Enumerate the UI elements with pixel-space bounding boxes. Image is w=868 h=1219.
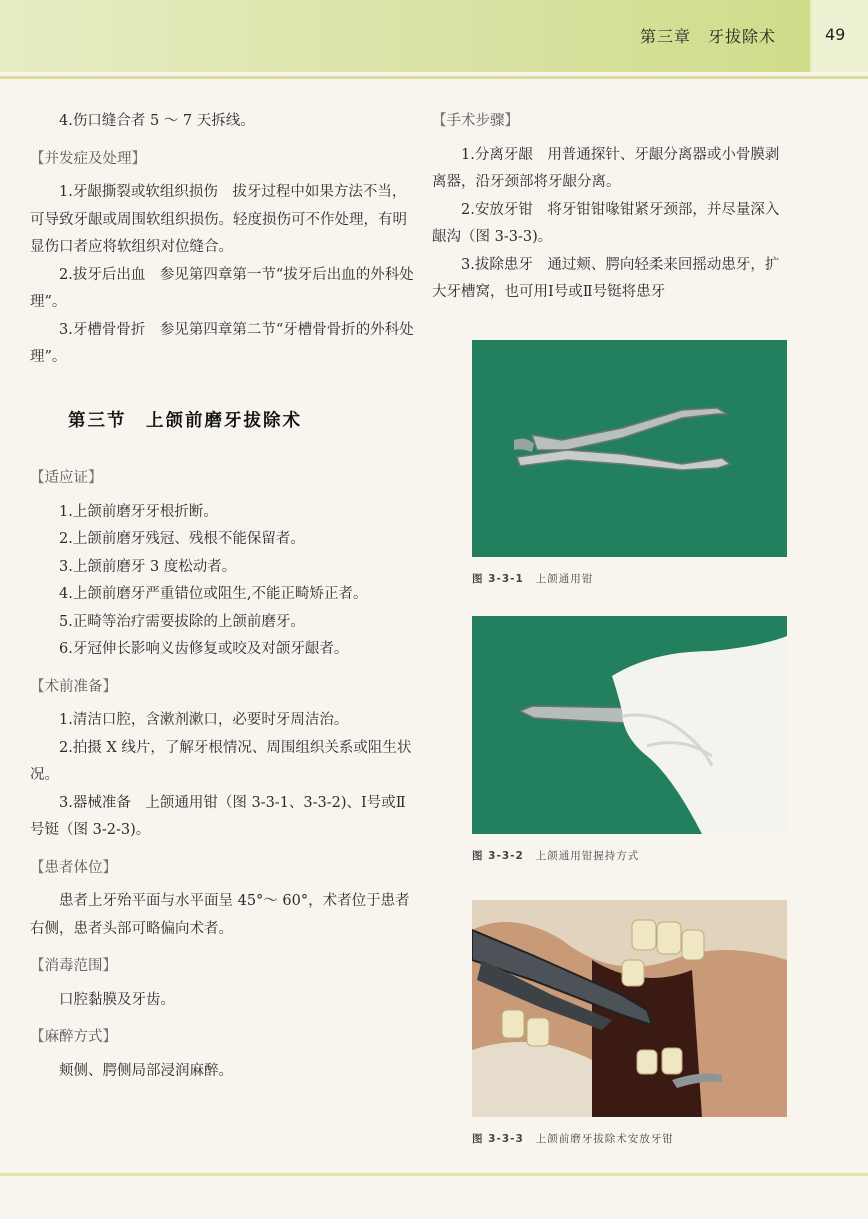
chapter-title: 第三章 牙拔除术: [640, 27, 777, 46]
paragraph: 口腔黏膜及牙齿。: [59, 991, 175, 1008]
paragraph: 患者上牙殆平面与水平面呈 45°～ 60°，术者位于患者右侧，患者头部可略偏向术者。: [30, 893, 410, 937]
forceps-icon: [472, 340, 787, 557]
figure-3-3-3: [472, 900, 787, 1146]
page-number: 49: [825, 25, 846, 44]
list-item: 1.上颌前磨牙牙根折断。: [59, 503, 218, 520]
list-item: 1.清洁口腔，含漱剂漱口，必要时牙周洁治。: [59, 712, 349, 728]
list-item: 6.牙冠伸长影响义齿修复或咬及对颌牙龈者。: [59, 641, 349, 657]
heading-steps: 【手术步骤】: [432, 113, 519, 129]
list-item: 3.器械准备 上颌通用钳（图 3-3-1、3-3-2)、Ⅰ号或Ⅱ号铤（图 3-2-3)。: [30, 794, 406, 838]
list-item: 2.拍摄 X 线片，了解牙根情况、周围组织关系或阻生状况。: [30, 739, 412, 783]
list-item: 1.牙龈撕裂或软组织损伤 拔牙过程中如果方法不当，可导致牙龈或周围软组织损伤。轻度损伤可不作处理，有明显伤口者应将软组织对位缝合。: [30, 184, 407, 255]
footer-divider: [0, 1173, 868, 1176]
list-item: 5.正畸等治疗需要拔除的上颌前磨牙。: [59, 613, 305, 630]
figure-caption: 图 3-3-1 上颌通用钳: [472, 573, 594, 585]
figure-3-3-1: [472, 340, 787, 586]
list-item: 2.拔牙后出血 参见第四章第一节“拔牙后出血的外科处理”。: [30, 266, 414, 310]
forceps-grip-photo: [472, 616, 787, 834]
mouth-model-icon: [472, 900, 787, 1117]
heading-position: 【患者体位】: [30, 859, 117, 876]
heading-preop: 【术前准备】: [30, 678, 117, 695]
forceps-photo: [472, 340, 787, 557]
heading-disinfection: 【消毒范围】: [30, 958, 117, 974]
list-item: 3.上颌前磨牙 3 度松动者。: [59, 558, 237, 575]
left-column: [30, 108, 415, 1085]
heading-anesthesia: 【麻醉方式】: [30, 1029, 117, 1045]
list-item: 4.上颌前磨牙严重错位或阻生,不能正畸矫正者。: [59, 586, 368, 602]
right-column: [432, 108, 792, 307]
section-title: 第三节 上颌前磨牙拔除术: [68, 410, 302, 431]
list-item: 1.分离牙龈 用普通探针、牙龈分离器或小骨膜剥离器，沿牙颈部将牙龈分离。: [432, 146, 780, 190]
paragraph: 4.伤口缝合者 5 ～ 7 天拆线。: [59, 113, 255, 129]
list-item: 2.上颌前磨牙残冠、残根不能保留者。: [59, 531, 305, 547]
paragraph: 颊侧、腭侧局部浸润麻醉。: [59, 1062, 233, 1079]
figure-caption: 图 3-3-2 上颌通用钳握持方式: [472, 850, 640, 862]
heading-complications: 【并发症及处理】: [30, 150, 146, 167]
gloved-hand-icon: [472, 616, 787, 834]
list-item: 3.牙槽骨骨折 参见第四章第二节“牙槽骨骨折的外科处理”。: [30, 321, 414, 365]
list-item: 2.安放牙钳 将牙钳钳喙钳紧牙颈部，并尽量深入龈沟（图 3-3-3)。: [432, 201, 780, 245]
header-divider: [0, 76, 868, 79]
figure-caption: 图 3-3-3 上颌前磨牙拔除术安放牙钳: [472, 1133, 674, 1145]
tooth-extraction-photo: [472, 900, 787, 1117]
heading-indications: 【适应证】: [30, 470, 103, 486]
figure-3-3-2: [472, 616, 787, 863]
list-item: 3.拔除患牙 通过颊、腭向轻柔来回摇动患牙，扩大牙槽窝，也可用Ⅰ号或Ⅱ号铤将患牙: [432, 256, 780, 300]
